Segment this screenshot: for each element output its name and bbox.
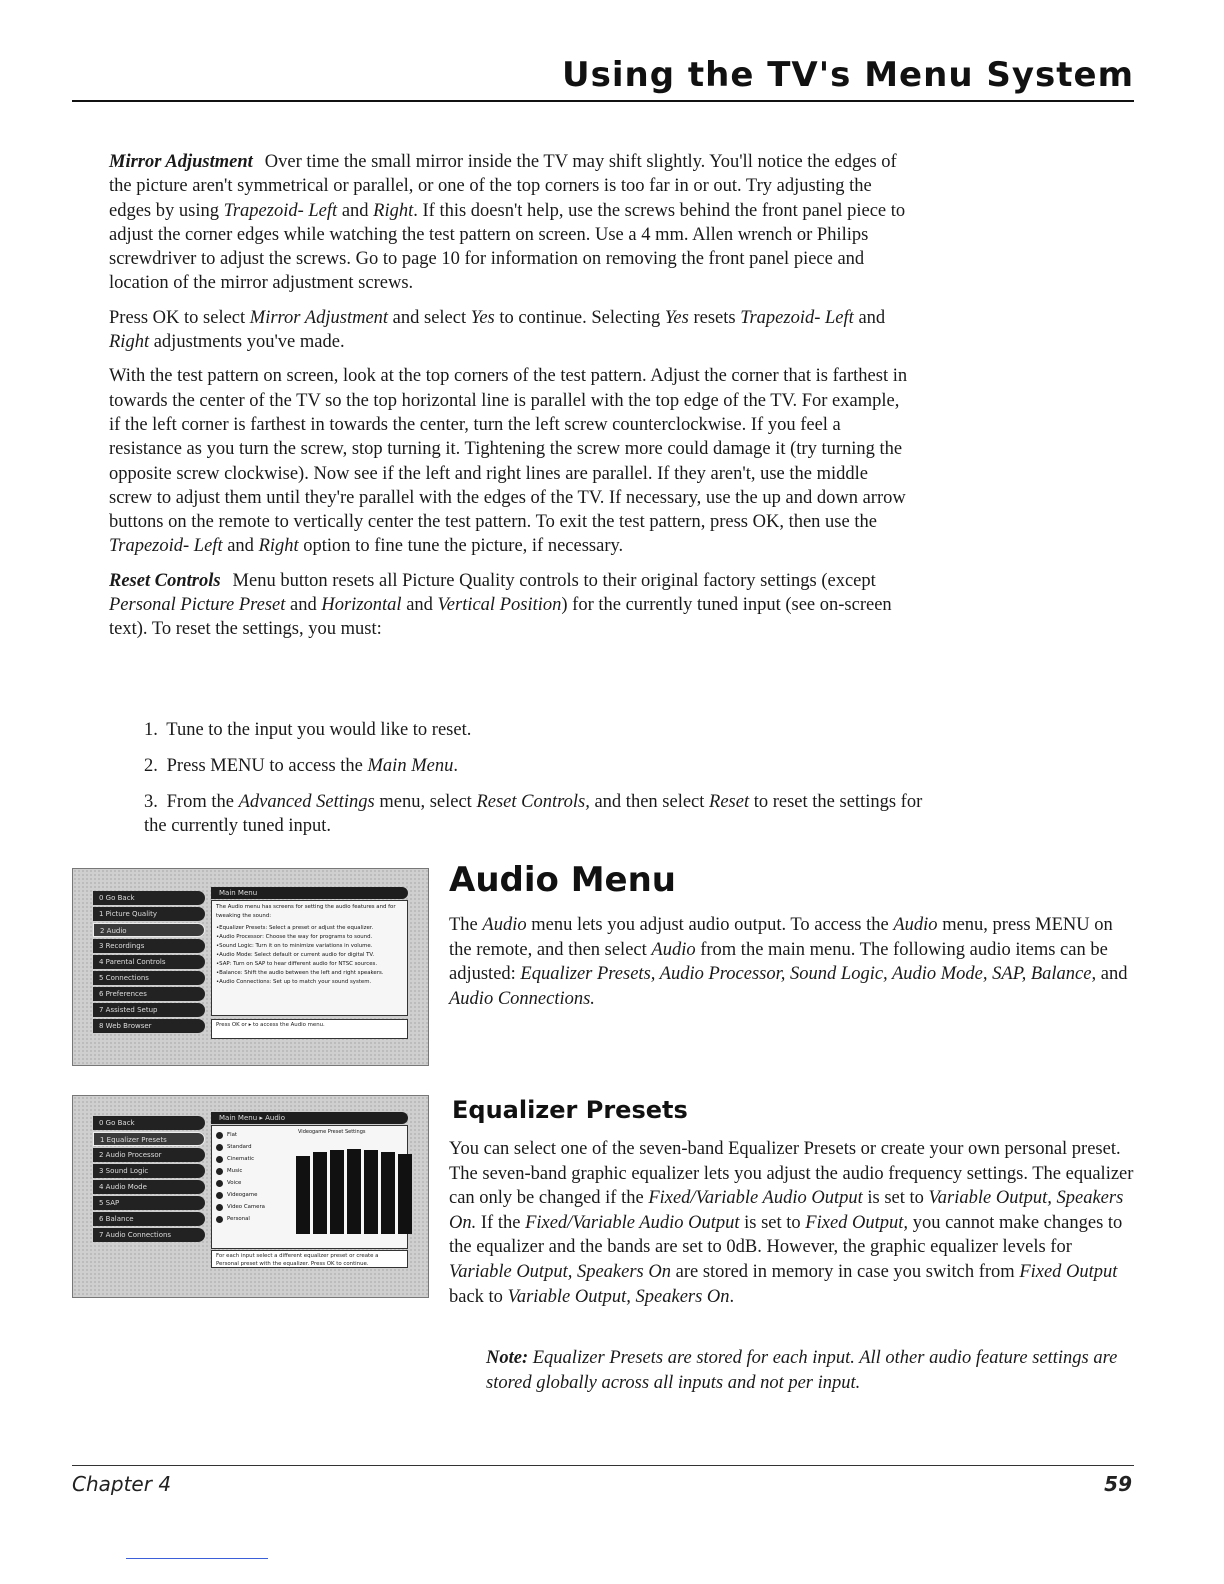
eq-band-bar[interactable] <box>347 1149 361 1234</box>
mirror-paragraph-3: With the test pattern on screen, look at the top corners of the test pattern. Adjust the corner that is farthest in towards the center of the TV so the top horizontal line is parallel with the top edge of the TV. For example, if the left corner is farthest in towards the center, turn the left screw counterclockwise. If you feel a resistance as you turn the screw, stop turning it. Tightening the screw more could damage it (try turning the opposite screw clockwise). Now see if the left and right lines are parallel. If they aren't, use the middle screw to adjust them until they're parallel with the edges of the TV. If necessary, use the up and down arrow buttons on the remote to vertically center the test pattern. To exit the test pattern, press OK, then use the Trapezoid- Left and Right option to fine tune the picture, if necessary. <box>109 366 908 557</box>
radio-icon <box>216 1156 223 1163</box>
note-label: Note: <box>486 1348 529 1368</box>
eq-band-bar[interactable] <box>364 1150 378 1234</box>
header-rule <box>72 100 1134 102</box>
audio-item-sound-logic[interactable]: 3 Sound Logic <box>93 1164 205 1178</box>
footer-page-number: 59 <box>1104 1472 1132 1496</box>
eq-bars <box>296 1138 403 1248</box>
footer-chapter: Chapter 4 <box>72 1472 172 1496</box>
eq-band-bar[interactable] <box>398 1154 412 1234</box>
menu-item-picture-quality[interactable]: 1 Picture Quality <box>93 907 205 921</box>
audio-menu-prompt: For each input select a different equalizer preset or create a Personal preset with the equalizer. Press OK to continue. <box>211 1250 408 1268</box>
equalizer-heading: Equalizer Presets <box>452 1096 688 1124</box>
radio-icon <box>216 1216 223 1223</box>
menu-item-preferences[interactable]: 6 Preferences <box>93 987 205 1001</box>
preset-standard[interactable]: Standard <box>216 1141 280 1153</box>
mirror-paragraph-2: Press OK to select Mirror Adjustment and select Yes to continue. Selecting Yes resets Trapezoid- Left and Right adjustments you've made. <box>109 307 886 353</box>
audio-info-panel: The Audio menu has screens for setting the audio features and for tweaking the sound: •Equalizer Presets: Select a preset or adjust the equalizer. •Audio Processor: Choose the way for programs to sound. •Sound Logic: Turn it on to minimize variations in volume. •Audio Mode: Select default or current audio for digital TV. •SAP: Turn on SAP to hear different audio for NTSC sources. •Balance: Shift the audio between the left and right speakers. •Audio Connections: Set up to match your sound system. <box>211 900 408 1016</box>
menu-item-assisted-setup[interactable]: 7 Assisted Setup <box>93 1003 205 1017</box>
audio-menu-screenshot <box>72 1095 429 1298</box>
footer-rule <box>72 1465 1134 1466</box>
radio-icon <box>216 1168 223 1175</box>
blue-underline <box>126 1558 268 1559</box>
eq-band-bar[interactable] <box>296 1156 310 1234</box>
equalizer-paragraph: You can select one of the seven-band Equalizer Presets or create your own personal preset. The seven-band graphic equalizer lets you adjust the audio frequency settings. The equalizer can only be changed if the Fixed/Variable Audio Output is set to Variable Output, Speakers On. If the Fixed/Variable Audio Output is set to Fixed Output, you cannot make changes to the equalizer and the bands are set to 0dB. However, the graphic equalizer levels for Variable Output, Speakers On are stored in memory in case you switch from Fixed Output back to Variable Output, Speakers On. <box>449 1139 1134 1307</box>
audio-item-audio-processor[interactable]: 2 Audio Processor <box>93 1148 205 1162</box>
step-2: 2. Press MENU to access the Main Menu. <box>144 756 458 776</box>
audio-menu-heading: Audio Menu <box>449 860 677 900</box>
preset-flat[interactable]: Flat <box>216 1129 280 1141</box>
step-1: 1. Tune to the input you would like to reset. <box>144 720 472 740</box>
audio-item-audio-mode[interactable]: 4 Audio Mode <box>93 1180 205 1194</box>
audio-menu-title: Main Menu ▸ Audio <box>211 1112 408 1124</box>
preset-videogame[interactable]: Videogame <box>216 1189 280 1201</box>
preset-cinematic[interactable]: Cinematic <box>216 1153 280 1165</box>
audio-item-balance[interactable]: 6 Balance <box>93 1212 205 1226</box>
equalizer-note: Note: Equalizer Presets are stored for each input. All other audio feature settings are stored globally across all inputs and not per input. <box>486 1348 1118 1393</box>
mirror-paragraph-1: Mirror Adjustment Over time the small mirror inside the TV may shift slightly. You'll notice the edges of the picture aren't symmetrical or parallel, or one of the top corners is too far in or out. Try adjusting the edges by using Trapezoid- Left and Right. If this doesn't help, use the screws behind the front panel piece to adjust the corner edges while watching the test pattern on screen. Use a 4 mm. Allen wrench or Philips screwdriver to adjust the screws. Go to page 10 for information on removing the front panel piece and location of the mirror adjustment screws. <box>109 152 906 294</box>
audio-item-equalizer-presets[interactable]: 1 Equalizer Presets <box>93 1132 205 1146</box>
menu-item-connections[interactable]: 5 Connections <box>93 971 205 985</box>
eq-band-bar[interactable] <box>381 1152 395 1234</box>
preset-personal[interactable]: Personal <box>216 1213 280 1225</box>
radio-icon <box>216 1132 223 1139</box>
reset-steps <box>144 718 924 850</box>
menu-item-go-back[interactable]: 0 Go Back <box>93 891 205 905</box>
preset-music[interactable]: Music <box>216 1165 280 1177</box>
preset-video-camera[interactable]: Video Camera <box>216 1201 280 1213</box>
reset-lead: Reset Controls <box>109 570 221 591</box>
menu-item-web-browser[interactable]: 8 Web Browser <box>93 1019 205 1033</box>
main-menu-title: Main Menu <box>211 887 408 899</box>
mirror-section <box>109 150 909 652</box>
main-menu-screenshot <box>72 868 429 1066</box>
audio-item-sap[interactable]: 5 SAP <box>93 1196 205 1210</box>
radio-icon <box>216 1180 223 1187</box>
reset-paragraph: Reset Controls Menu button resets all Picture Quality controls to their original factory settings (except Personal Picture Preset and Horizontal and Vertical Position) for the currently tuned input (see on-screen text). To reset the settings, you must: <box>109 570 892 640</box>
equalizer-panel <box>211 1125 408 1249</box>
menu-item-recordings[interactable]: 3 Recordings <box>93 939 205 953</box>
audio-item-go-back[interactable]: 0 Go Back <box>93 1116 205 1130</box>
main-menu-prompt: Press OK or ▸ to access the Audio menu. <box>211 1019 408 1039</box>
mirror-lead: Mirror Adjustment <box>109 152 253 172</box>
audio-item-audio-connections[interactable]: 7 Audio Connections <box>93 1228 205 1242</box>
menu-item-audio[interactable]: 2 Audio <box>93 923 205 937</box>
radio-icon <box>216 1192 223 1199</box>
eq-band-bar[interactable] <box>330 1150 344 1234</box>
eq-band-bar[interactable] <box>313 1152 327 1234</box>
radio-icon <box>216 1204 223 1211</box>
menu-item-parental-controls[interactable]: 4 Parental Controls <box>93 955 205 969</box>
radio-icon <box>216 1144 223 1151</box>
preset-list <box>216 1129 280 1225</box>
eq-title: Videogame Preset Settings <box>298 1129 366 1135</box>
preset-voice[interactable]: Voice <box>216 1177 280 1189</box>
audio-menu-paragraph: The Audio menu lets you adjust audio output. To access the Audio menu, press MENU on the remote, and then select Audio from the main menu. The following audio items can be adjusted: Equalizer Presets, Audio Processor, Sound Logic, Audio Mode, SAP, Balance, and Audio Connections. <box>449 915 1128 1009</box>
step-3: 3. From the Advanced Settings menu, select Reset Controls, and then select Reset to reset the settings for the currently tuned input. <box>144 792 923 836</box>
page-header-title: Using the TV's Menu System <box>562 55 1134 95</box>
